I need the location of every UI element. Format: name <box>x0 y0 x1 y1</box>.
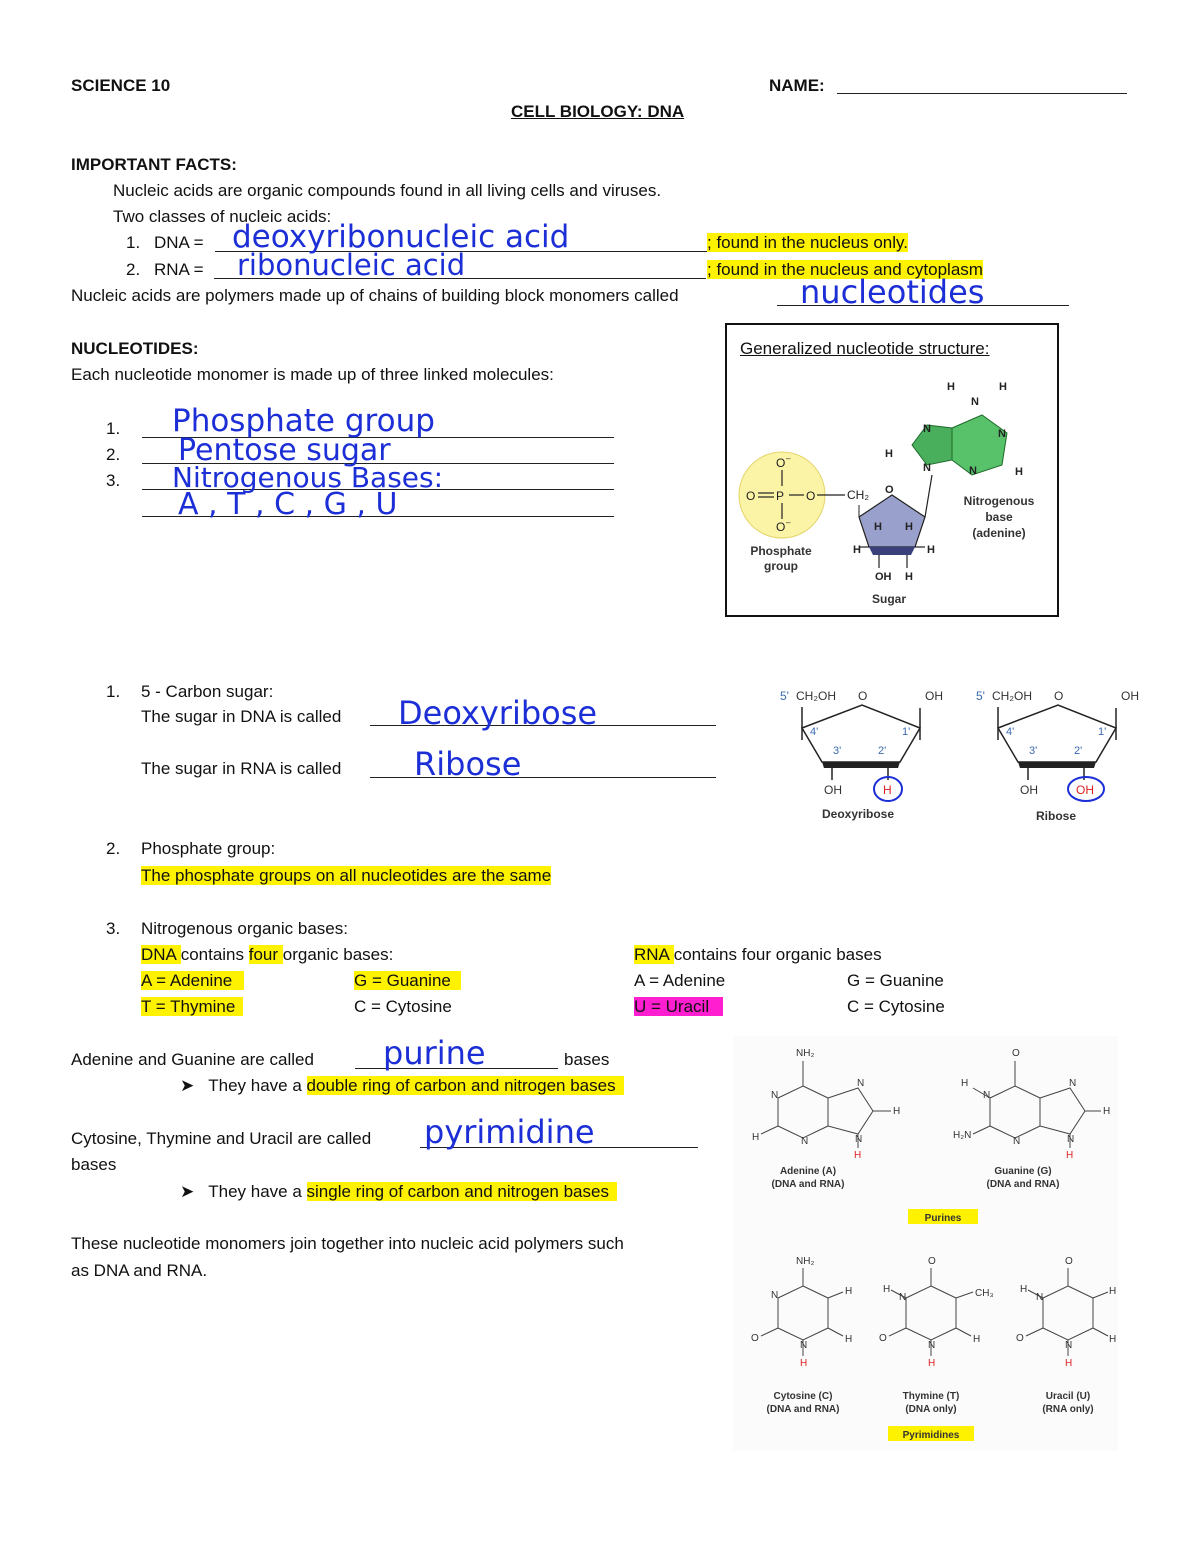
svg-text:H: H <box>947 381 955 393</box>
svg-text:OH: OH <box>824 783 842 797</box>
svg-text:H: H <box>883 1284 891 1295</box>
svg-text:P: P <box>776 489 785 503</box>
svg-text:O: O <box>806 489 816 503</box>
rna-base-guanine: G = Guanine <box>847 971 944 990</box>
pyrimidines-answer: pyrimidine <box>424 1113 595 1151</box>
svg-text:N: N <box>983 1090 991 1101</box>
svg-text:N: N <box>771 1090 779 1101</box>
arrow-bullet-icon: ➤ <box>180 1182 195 1201</box>
svg-text:OH: OH <box>1020 783 1038 797</box>
rna-number: 2. <box>126 260 141 279</box>
svg-text:O: O <box>1016 1333 1024 1344</box>
dna-base-guanine: G = Guanine <box>354 970 461 992</box>
svg-text:4': 4' <box>810 726 819 738</box>
svg-text:H: H <box>1109 1286 1117 1297</box>
svg-text:O: O <box>751 1333 759 1344</box>
svg-text:H: H <box>905 521 913 533</box>
ribose-label: Ribose <box>1036 809 1077 823</box>
pyrimidines-text: Cytosine, Thymine and Uracil are called <box>71 1129 372 1148</box>
svg-text:H: H <box>905 571 913 583</box>
svg-text:NH₂: NH₂ <box>796 1256 815 1267</box>
purines-suffix: bases <box>564 1050 610 1069</box>
svg-text:H: H <box>845 1286 853 1297</box>
svg-text:O: O <box>776 520 786 534</box>
bases-heading: Nitrogenous organic bases: <box>141 919 348 938</box>
svg-text:OH: OH <box>1076 783 1094 797</box>
svg-text:H: H <box>999 381 1007 393</box>
svg-text:N: N <box>1036 1292 1044 1303</box>
purines-answer: purine <box>383 1034 486 1072</box>
purines-tag: Purines <box>924 1213 962 1224</box>
svg-text:–: – <box>786 518 791 527</box>
pyrimidines-suffix: bases <box>71 1155 117 1174</box>
dna-base-adenine: A = Adenine <box>141 970 244 992</box>
svg-text:O: O <box>879 1333 887 1344</box>
component-number-1: 1. <box>106 419 121 438</box>
svg-text:N: N <box>899 1292 907 1303</box>
svg-text:N: N <box>1013 1136 1021 1147</box>
name-field[interactable] <box>837 93 1127 94</box>
polymer-answer: nucleotides <box>800 273 985 311</box>
pyrimidines-tag: Pyrimidines <box>902 1430 960 1441</box>
dna-sugar-text: The sugar in DNA is called <box>141 707 342 726</box>
pyrimidines-bullet: ➤ They have a single ring of carbon and nitrogen bases <box>180 1181 617 1203</box>
svg-text:CH₂OH: CH₂OH <box>992 689 1032 703</box>
sugar-comparison-diagram <box>770 680 1150 830</box>
thymine-label: Thymine (T) <box>902 1391 960 1402</box>
purines-text: Adenine and Guanine are called <box>71 1050 314 1069</box>
thymine-sub: (DNA only) <box>905 1404 957 1415</box>
cytosine-sub: (DNA and RNA) <box>766 1404 840 1415</box>
sugar-number: 1. <box>106 682 121 701</box>
closing-line-1: These nucleotide monomers join together into nucleic acid polymers such <box>71 1234 624 1253</box>
arrow-bullet-icon: ➤ <box>180 1076 195 1095</box>
guanine-structure <box>973 1061 1101 1148</box>
phosphate-text: The phosphate groups on all nucleotides are the same <box>141 866 552 885</box>
dna-number: 1. <box>126 233 141 252</box>
svg-text:N: N <box>923 462 931 474</box>
svg-text:O: O <box>1065 1256 1073 1267</box>
deoxyribose-label: Deoxyribose <box>822 807 895 821</box>
bases-number: 3. <box>106 919 121 938</box>
dna-bases-intro: DNA contains four organic bases: <box>141 945 394 964</box>
svg-text:–: – <box>786 454 791 463</box>
nucleotide-structure-diagram <box>727 325 1057 615</box>
svg-text:N: N <box>801 1136 809 1147</box>
svg-text:H₂N: H₂N <box>953 1130 972 1141</box>
svg-text:H: H <box>854 1150 862 1161</box>
component-answer-1: Phosphate group <box>172 403 435 439</box>
guanine-sub: (DNA and RNA) <box>986 1179 1060 1190</box>
rna-sugar-answer: Ribose <box>414 745 522 783</box>
nucleotides-intro: Each nucleotide monomer is made up of three linked molecules: <box>71 365 554 384</box>
svg-text:3': 3' <box>833 745 842 757</box>
svg-text:N: N <box>971 396 979 408</box>
closing-line-2: as DNA and RNA. <box>71 1261 208 1280</box>
deoxyribose-structure <box>780 689 943 821</box>
nucleotides-heading: NUCLEOTIDES: <box>71 339 199 358</box>
structure-caption: Generalized nucleotide structure: <box>740 339 990 358</box>
svg-text:H: H <box>874 521 882 533</box>
facts-heading: IMPORTANT FACTS: <box>71 155 237 174</box>
base-label: Nitrogenous base (adenine) <box>963 494 1035 540</box>
svg-text:O: O <box>1054 689 1064 703</box>
page-title: CELL BIOLOGY: DNA <box>511 102 685 121</box>
svg-text:N: N <box>800 1340 808 1351</box>
svg-text:O: O <box>776 456 786 470</box>
svg-text:H: H <box>883 783 892 797</box>
component-answer-3: Nitrogenous Bases: <box>172 461 444 494</box>
svg-text:N: N <box>1065 1340 1073 1351</box>
rna-base-cytosine: C = Cytosine <box>847 997 945 1016</box>
cytosine-label: Cytosine (C) <box>773 1391 833 1402</box>
svg-text:O: O <box>746 489 756 503</box>
course-title: SCIENCE 10 <box>71 76 171 95</box>
rna-bases-intro: RNA contains four organic bases <box>634 945 882 964</box>
svg-text:O: O <box>858 689 868 703</box>
svg-text:N: N <box>998 428 1006 440</box>
svg-text:4': 4' <box>1006 726 1015 738</box>
svg-text:2': 2' <box>878 745 887 757</box>
svg-text:5': 5' <box>976 689 985 703</box>
sugar-heading: 5 - Carbon sugar: <box>141 682 274 701</box>
guanine-label: Guanine (G) <box>994 1166 1052 1177</box>
adenine-structure <box>761 1061 891 1148</box>
rna-sugar-text: The sugar in RNA is called <box>141 759 342 778</box>
rna-answer: ribonucleic acid <box>237 248 466 282</box>
nucleotide-structure-box <box>725 323 1059 617</box>
svg-text:H: H <box>961 1078 969 1089</box>
svg-text:H: H <box>927 544 935 556</box>
sugar-label: Sugar <box>872 592 907 606</box>
adenine-ring <box>952 415 1007 475</box>
component-answer-2: Pentose sugar <box>178 433 391 468</box>
svg-text:N: N <box>771 1290 779 1301</box>
purines-bullet: ➤ They have a double ring of carbon and nitrogen bases <box>180 1075 624 1097</box>
svg-text:1': 1' <box>902 726 911 738</box>
ch2-label: CH₂ <box>847 488 869 502</box>
svg-text:N: N <box>1069 1078 1077 1089</box>
svg-text:O: O <box>1012 1048 1020 1059</box>
svg-text:O: O <box>928 1256 936 1267</box>
svg-text:OH: OH <box>875 571 892 583</box>
ribose-structure <box>976 689 1139 823</box>
uracil-label: Uracil (U) <box>1045 1391 1091 1402</box>
facts-line-2: Two classes of nucleic acids: <box>113 207 332 226</box>
svg-text:H: H <box>1066 1150 1074 1161</box>
uracil-sub: (RNA only) <box>1042 1404 1094 1415</box>
svg-text:O: O <box>885 484 894 496</box>
svg-text:CH₂OH: CH₂OH <box>796 689 836 703</box>
svg-text:2': 2' <box>1074 745 1083 757</box>
dna-base-cytosine: C = Cytosine <box>354 997 452 1016</box>
svg-text:H: H <box>1109 1334 1117 1345</box>
svg-text:H: H <box>845 1334 853 1345</box>
dna-sugar-answer: Deoxyribose <box>398 694 598 732</box>
svg-text:N: N <box>1067 1134 1075 1145</box>
rna-label: RNA = <box>154 260 204 279</box>
svg-text:H: H <box>973 1334 981 1345</box>
svg-text:N: N <box>855 1134 863 1145</box>
svg-text:H: H <box>893 1106 901 1117</box>
phosphate-heading: Phosphate group: <box>141 839 276 858</box>
svg-text:N: N <box>857 1078 865 1089</box>
svg-text:H: H <box>1103 1106 1111 1117</box>
base-structures-diagram <box>733 1036 1118 1451</box>
svg-text:H: H <box>800 1358 808 1369</box>
svg-text:CH₃: CH₃ <box>975 1288 994 1299</box>
svg-text:H: H <box>885 448 893 460</box>
svg-text:H: H <box>1020 1284 1028 1295</box>
dna-answer: deoxyribonucleic acid <box>232 219 570 255</box>
svg-text:1': 1' <box>1098 726 1107 738</box>
rna-base-uracil: U = Uracil <box>634 996 723 1018</box>
component-number-3: 3. <box>106 471 121 490</box>
svg-text:3': 3' <box>1029 745 1038 757</box>
svg-text:OH: OH <box>1121 689 1139 703</box>
dna-note: ; found in the nucleus only. <box>707 233 908 252</box>
dna-label: DNA = <box>154 233 204 252</box>
svg-text:N: N <box>923 423 931 435</box>
svg-text:N: N <box>928 1340 936 1351</box>
polymer-text: Nucleic acids are polymers made up of chains of building block monomers called <box>71 286 679 305</box>
dna-base-thymine: T = Thymine <box>141 996 243 1018</box>
phosphate-label: Phosphate group <box>750 544 812 573</box>
svg-text:H: H <box>853 544 861 556</box>
svg-text:H: H <box>1015 466 1023 478</box>
rna-note: ; found in the nucleus and cytoplasm <box>707 260 983 279</box>
rna-base-adenine: A = Adenine <box>634 971 726 990</box>
svg-text:H: H <box>752 1132 760 1143</box>
adenine-label: Adenine (A) <box>779 1166 837 1177</box>
sugar-ring <box>859 495 925 547</box>
component-number-2: 2. <box>106 445 121 464</box>
svg-text:5': 5' <box>780 689 789 703</box>
adenine-sub: (DNA and RNA) <box>771 1179 845 1190</box>
svg-text:N: N <box>969 465 977 477</box>
svg-text:H: H <box>1065 1358 1073 1369</box>
svg-text:OH: OH <box>925 689 943 703</box>
svg-text:NH₂: NH₂ <box>796 1048 815 1059</box>
name-label: NAME: <box>769 76 825 95</box>
phosphate-number: 2. <box>106 839 121 858</box>
svg-text:H: H <box>928 1358 936 1369</box>
facts-line-1: Nucleic acids are organic compounds found in all living cells and viruses. <box>113 181 662 200</box>
component-answer-4: A , T , C , G , U <box>178 487 398 522</box>
